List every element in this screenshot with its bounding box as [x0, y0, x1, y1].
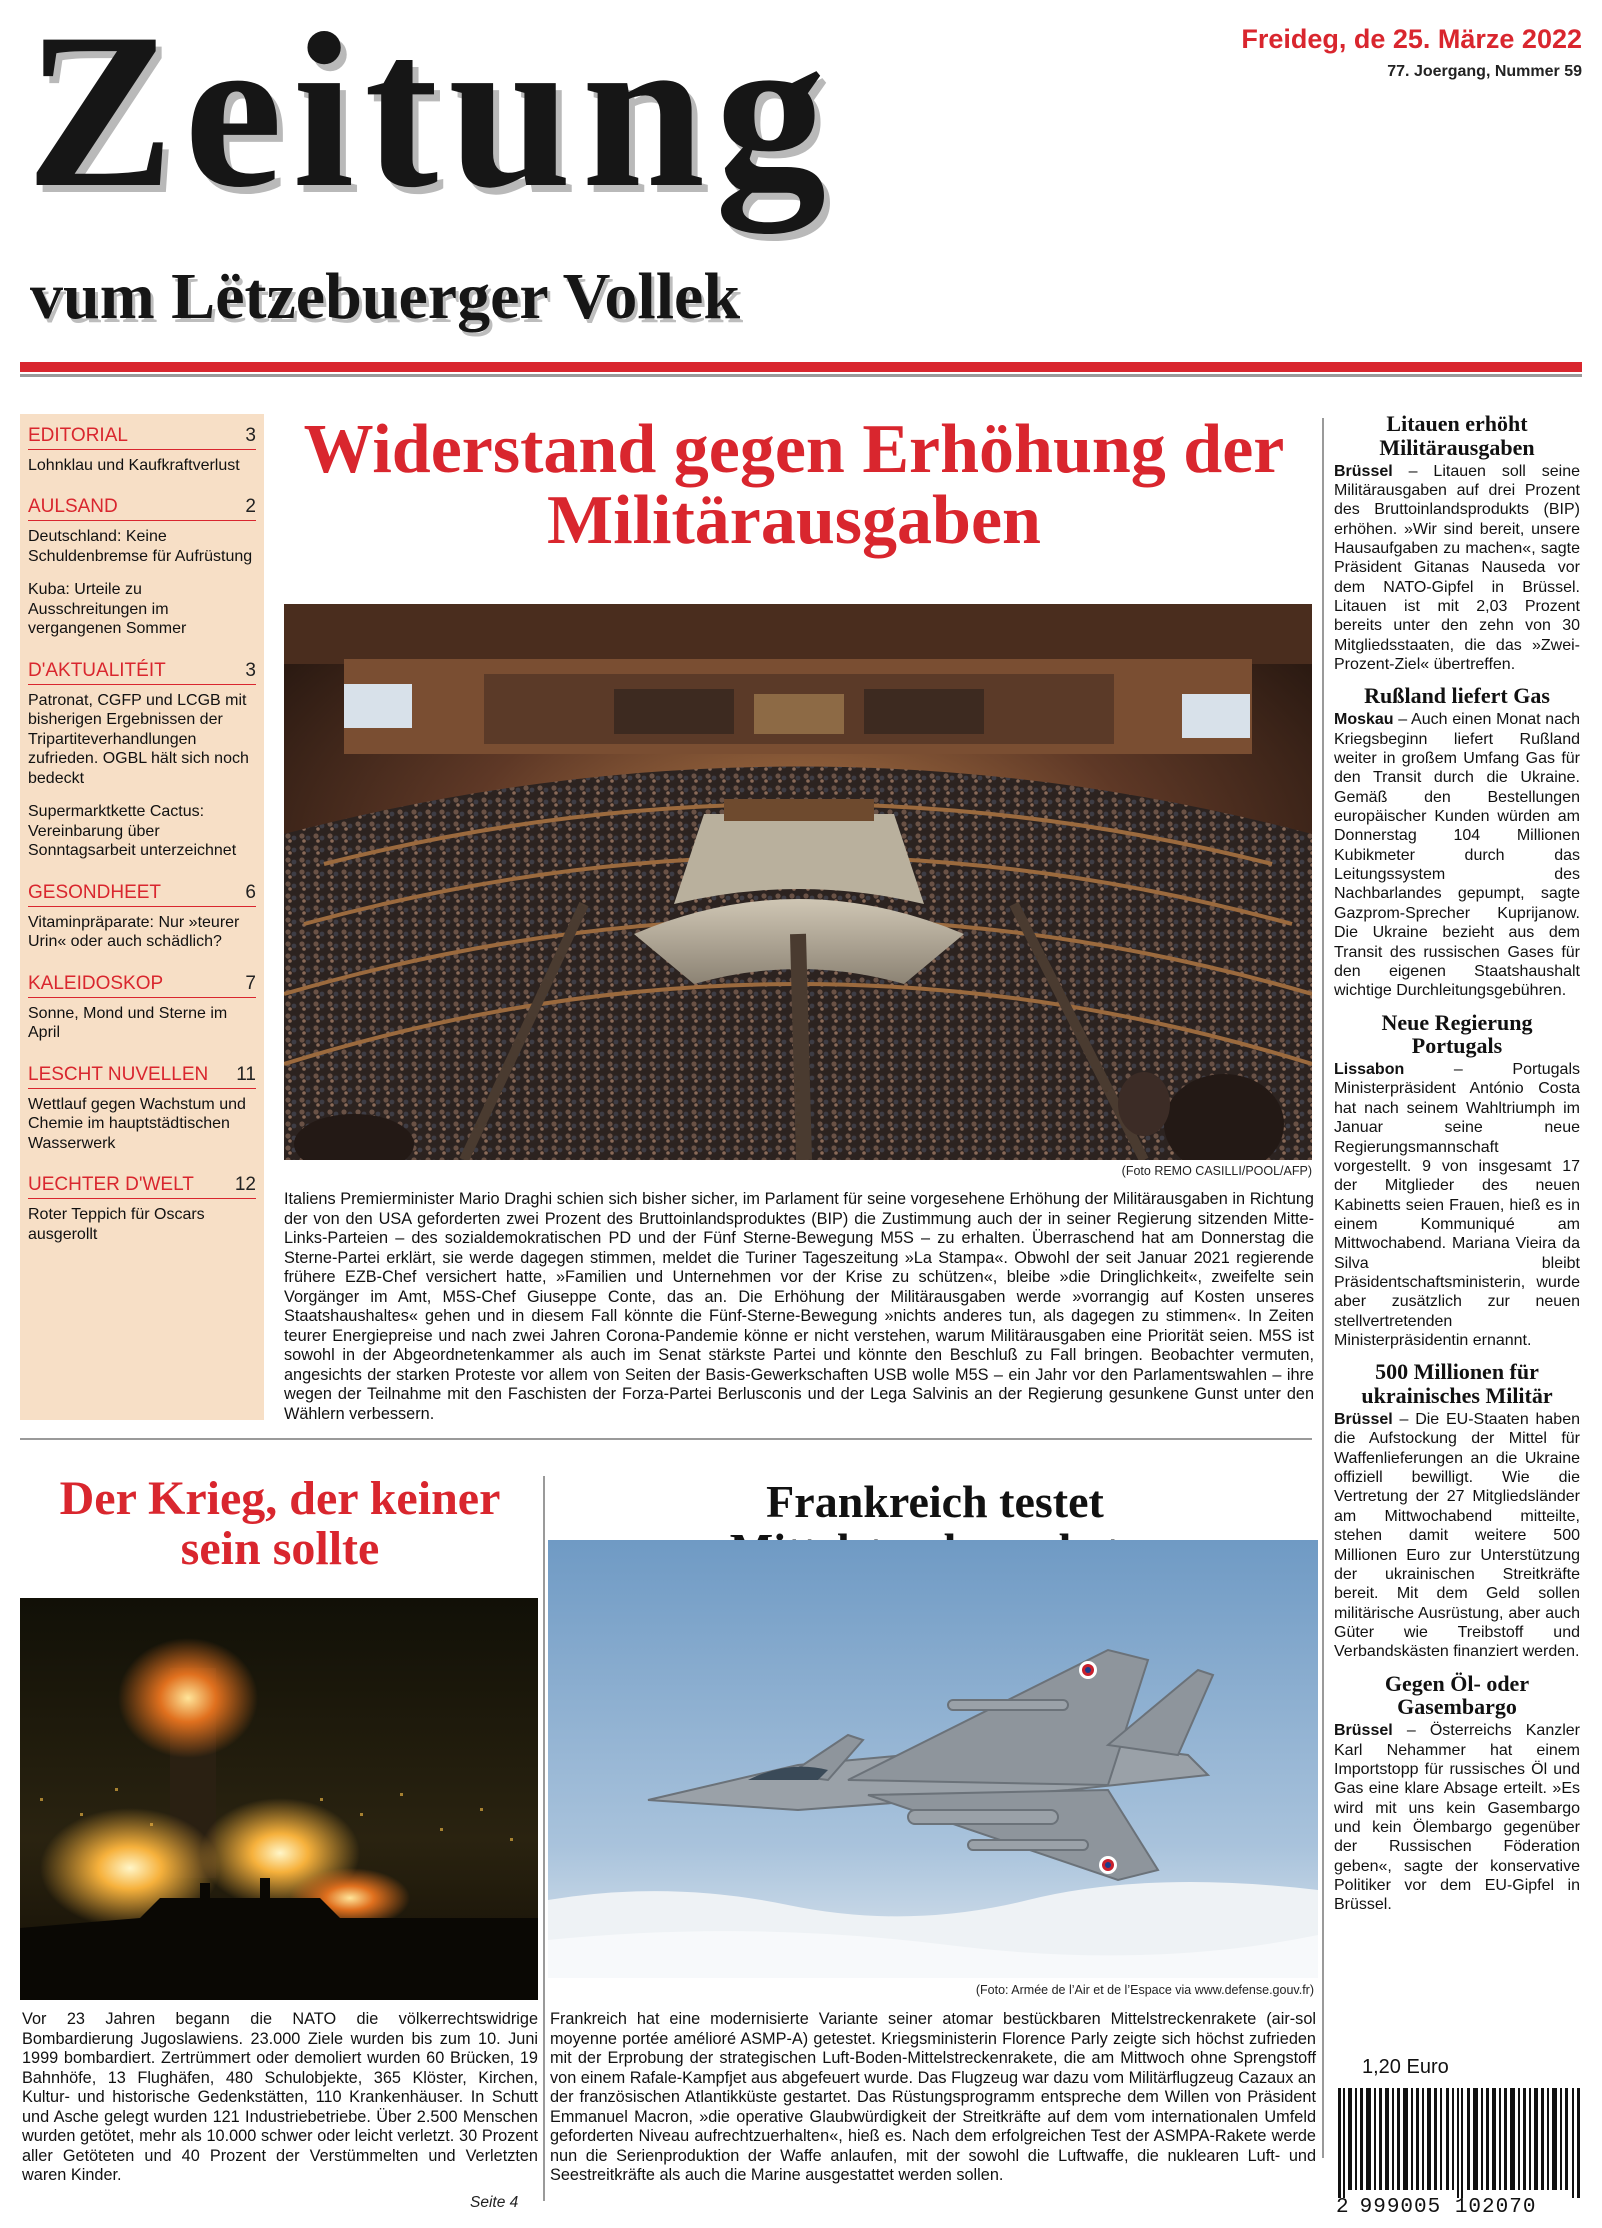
toc-section-kaleidoskop[interactable] — [28, 974, 256, 1043]
story-headline[interactable]: Der Krieg, der keiner sein sollte — [59, 1472, 501, 1576]
toc-item: Kuba: Urteile zu Ausschreitungen im vergangenen Sommer — [28, 581, 187, 638]
toc-item: Roter Teppich für Oscars ausgerollt — [28, 1206, 205, 1243]
toc-section-label: AULSAND — [28, 496, 118, 518]
news-brief-body — [1334, 1060, 1580, 1350]
issue-number: 77. Joergang, Nummer 59 — [1387, 63, 1582, 80]
night-bombing-photo — [20, 1598, 538, 2000]
dateline: Brüssel — [1334, 1410, 1393, 1428]
issue-date: Freideg, de 25. Märze 2022 — [1241, 24, 1582, 54]
news-brief-title: Rußland liefert Gas — [1364, 683, 1550, 709]
toc-section-editorial[interactable] — [28, 426, 256, 475]
toc-page-number: 3 — [245, 659, 256, 681]
news-brief-text: – Portugals Ministerpräsident António Costa hat nach seinem Wahltriumph im Januar seine neue Regierungsmannschaft vorgestellt. 9 von insgesamt 17 der Mitglieder des neuen Kabinetts seien Frauen, hieß es in einem Kommuniqué am Mittwochabend. Mariana Vieira da Silva bleibt Präsidentschaftsministerin, wurde aber zusätzlich zur neuen stellvertretenden Ministerpräsidentin ernannt. — [1334, 1061, 1580, 1350]
toc-section-label: LESCHT NUVELLEN — [28, 1063, 209, 1085]
toc-item: Wettlauf gegen Wachstum und Chemie im hauptstädtischen Wasserwerk — [28, 1095, 246, 1152]
barcode-digits: 999005 102070 — [1359, 2196, 1537, 2219]
toc-page-number: 3 — [245, 425, 256, 446]
news-brief-text: – Österreichs Kanzler Karl Nehammer hat einem Importstopp für russisches Öl und Gas eine klare Absage erteilt. »Es wird mit uns kein Gasembargo und kein Ölembargo gegenüber der Russischen Föderation geben«, sagte der konservative Politiker vor dem EU-Gipfel in Brüssel. — [1334, 1722, 1580, 1914]
lead-headline[interactable]: Widerstand gegen Erhöhung der Militärausgaben — [303, 411, 1285, 560]
contents-sidebar — [20, 414, 264, 1420]
story-body: Vor 23 Jahren begann die NATO die völkerrechtswidrige Bombardierung Jugoslawiens. 23.000 Ziele wurden bis zum 10. Juni 1999 bombardiert. Zertrümmert oder demoliert wurden 60 Brücken, 19 Bahnhöfe, 13 Flughäfen, 480 Schulobjekte, 365 Klöster, Kirchen, Kultur- und historische Gedenkstätten, 110 Krankenhäuser. In Schutt und Asche gelegt wurden 121 Industriebetriebe. Über 2.500 Menschen wurden getötet, mehr als 10.000 schwer oder leicht verletzt. 30 Prozent aller Getöteten und 40 Prozent der Verstümmelten und Verletzten waren Kinder. — [22, 2010, 538, 2185]
toc-section-aulsand[interactable] — [28, 497, 256, 638]
news-brief[interactable] — [1334, 412, 1580, 674]
news-brief-title: 500 Millionen für ukrainisches Militär — [1361, 1359, 1553, 1409]
toc-item: Lohnklau und Kaufkraftverlust — [28, 456, 240, 474]
toc-section-uechter-dwelt[interactable] — [28, 1175, 256, 1244]
photo-credit: (Foto REMO CASILLI/POOL/AFP) — [1121, 1164, 1312, 1178]
news-brief-title: Gegen Öl- oder Gasembargo — [1384, 1670, 1530, 1720]
toc-section-label: EDITORIAL — [28, 425, 128, 446]
masthead-grey-rule — [20, 374, 1582, 377]
barcode-number — [1336, 2196, 1584, 2219]
lead-article-body: Italiens Premierminister Mario Draghi schien sich bisher sicher, im Parlament für seine vorgesehene Erhöhung der Militärausgaben in Richtung der von den USA geforderten zwei Prozent des Bruttoinlandsproduktes (BIP) die Zustimmung auch der in seiner Regierung sitzenden Mitte-Links-Parteien – des sozialdemokratischen PD und der Fünf Sterne-Bewegung M5S – zu erhalten. Überraschend hat am Donnerstag die Sterne-Partei erklärt, sie werde dagegen stimmen, meldet die Turiner Tageszeitung »La Stampa«. Obwohl der seit Januar 2021 regierende frühere EZB-Chef versichert hatte, »Familien und Unternehmen vor der Krise zu schützen«, bleibe »die Dringlichkeit«, zweifelte sein Vorgänger im Amt, M5S-Chef Giuseppe Conte, das an. Die Erhöhung der Militärausgaben werde »vorrangig auf Kosten unseres Staatshaushaltes« gehen und in diesem Fall könnte die Fünf-Sterne-Bewegung »nichts anderes tun, als dagegen zu stimmen«. In Zeiten teurer Energiepreise und nach zwei Jahren Corona-Pandemie könne er nicht verstehen, warum Militärausgaben eine Priorität seien. M5S ist sowohl in der Abgeordnetenkammer als auch im Senat stärkste Partei und könnte den Beschluß zu Fall bringen. Beobachter vermuten, angesichts der starken Proteste vor allem von Seiten der Basis-Gewerkschaften USB wolle M5S – ein Jahr vor den Parlamentswahlen – ihre wegen der Teilnahme mit den Faschisten der Forza-Partei Berlusconis und der Lega Salvinis an der Regierung gesunkene Gunst unter den Wählern verbessern. — [284, 1190, 1314, 1424]
barcode-icon — [1336, 2088, 1584, 2198]
news-brief-text: – Die EU-Staaten haben die Aufstockung der Mittel für Waffenlieferungen an die Ukraine offiziell bewilligt. Wie die Vertretung der 27 Mitgliedsländer am Mittwochabend mitteilte, stehen damit weitere 500 Millionen Euro zur Unterstützung der ukrainischen Streitkräfte bereit. Mit dem Geld sollen militärische Ausrüstung, aber auch Güter wie Treibstoff und Verbandskästen finanziert werden. — [1334, 1410, 1580, 1661]
story-body: Frankreich hat eine modernisierte Variante seiner atomar bestückbaren Mittelstreckenrakete (air-sol moyenne portée amélioré ASMP-A) getestet. Kriegsministerin Florence Parly zeigte sich höchst zufrieden mit der Erprobung der strategischen Luft-Boden-Mittelstreckenrakete, die am Mittwoch ohne Sprengstoff von einem Rafale-Kampfjet aus abgefeuert wurde. Das Flugzeug war dazu vom Militärflugzeug Cazaux an der französischen Atlantikküste gestartet. Das Rüstungsprogramm entspreche dem Willen von Präsident Emmanuel Macron, »die operative Glaubwürdigkeit der Streitkräfte auf dem vom internationalen Umfeld geforderten Niveau aufrechtzuerhalten«, hieß es. Nach dem erfolgreichen Test der ASMPA-Rakete werde nun die Serienproduktion der Waffe anlaufen, mit der sowohl die Luftwaffe, die nuklearen Luft- und Seestreitkräfte als auch die Marine ausgestattet werden sollen. — [550, 2010, 1316, 2185]
toc-item: Deutschland: Keine Schuldenbremse für Aufrüstung — [28, 528, 253, 565]
toc-page-number: 6 — [245, 881, 256, 903]
column-divider — [543, 1476, 545, 2201]
news-brief-body — [1334, 1721, 1580, 1915]
news-brief-body — [1334, 462, 1580, 675]
newspaper-subtitle: vum Lëtzebuerger Vollek — [30, 260, 741, 333]
toc-section-gesondheet[interactable] — [28, 883, 256, 952]
dateline: Brüssel — [1334, 462, 1393, 480]
barcode-lead-digit: 2 — [1336, 2196, 1350, 2219]
toc-item: Patronat, CGFP und LCGB mit bisherigen Ergebnissen der Tripartiteverhandlungen zufrieden. OGBL hält sich noch bedeckt — [28, 691, 249, 787]
news-brief-text: – Auch einen Monat nach Kriegsbeginn liefert Rußland weiter in großem Umfang Gas für den Transit durch die Ukraine. Gemäß den Bestellungen europäischer Kunden würden am Donnerstag 104 Millionen Kubikmeter durch das Leitungssystem des Nachbarlandes gepumpt, sagte Gazprom-Sprecher Kuprijanow. Die Ukraine bezieht aus dem Transit des russischen Gases für den eigenen Staatshaushalt wichtige Durchleitungsgebühren. — [1334, 711, 1580, 1000]
news-brief-body — [1334, 710, 1580, 1000]
toc-page-number: 11 — [236, 1063, 256, 1085]
column-divider — [1322, 418, 1324, 2158]
toc-section-lescht-nuvellen[interactable] — [28, 1065, 256, 1153]
toc-section-label: GESONDHEET — [28, 881, 162, 903]
news-brief[interactable] — [1334, 1011, 1580, 1351]
news-brief[interactable] — [1334, 1360, 1580, 1661]
toc-section-label: D'AKTUALITÉIT — [28, 659, 166, 681]
continued-on-page[interactable]: Seite 4 — [470, 2194, 519, 2211]
cover-price: 1,20 Euro — [1362, 2056, 1449, 2078]
toc-section-aktualiteit[interactable] — [28, 661, 256, 861]
dateline: Moskau — [1334, 711, 1394, 729]
newspaper-title: Zeitung — [26, 0, 837, 234]
news-briefs-column — [1334, 412, 1580, 1925]
dateline: Brüssel — [1334, 1722, 1393, 1740]
toc-item: Vitaminpräparate: Nur »teurer Urin« oder auch schädlich? — [28, 913, 240, 951]
toc-section-label: KALEIDOSKOP — [28, 972, 164, 994]
news-brief-title: Litauen erhöht Militärausgaben — [1379, 411, 1535, 460]
toc-page-number: 2 — [245, 496, 256, 518]
toc-page-number: 7 — [245, 972, 256, 994]
photo-credit: (Foto: Armée de l’Air et de l’Espace via www.defense.gouv.fr) — [975, 1983, 1314, 1997]
toc-item: Sonne, Mond und Sterne im April — [28, 1004, 228, 1042]
masthead-red-rule — [20, 362, 1582, 372]
news-brief-body — [1334, 1410, 1580, 1662]
dateline: Lissabon — [1334, 1061, 1405, 1079]
rafale-jet-photo — [548, 1540, 1318, 1978]
toc-section-label: UECHTER D'WELT — [28, 1174, 194, 1196]
section-divider — [20, 1438, 1312, 1440]
news-brief[interactable] — [1334, 1672, 1580, 1915]
story-headline[interactable]: Frankreich testet — [766, 1476, 1104, 1527]
news-brief-text: – Litauen soll seine Militärausgaben auf drei Prozent des Bruttoinlandsprodukts (BIP) erhöhen. »Wir sind bereit, unsere Hausaufgaben zu machen«, sagte Präsident Gitanas Nauseda vor dem NATO-Gipfel in Brüssel. Litauen ist mit 2,03 Prozent bereits unter den zehn von 30 Mitgliedsstaaten, die das »Zwei-Prozent-Ziel« übertreffen. — [1334, 462, 1580, 674]
toc-page-number: 12 — [234, 1174, 256, 1196]
news-brief-title: Neue Regierung Portugals — [1381, 1009, 1533, 1059]
parliament-photo — [284, 604, 1312, 1160]
toc-item: Supermarktkette Cactus: Vereinbarung über Sonntagsarbeit unterzeichnet — [28, 803, 237, 860]
news-brief[interactable] — [1334, 684, 1580, 1000]
